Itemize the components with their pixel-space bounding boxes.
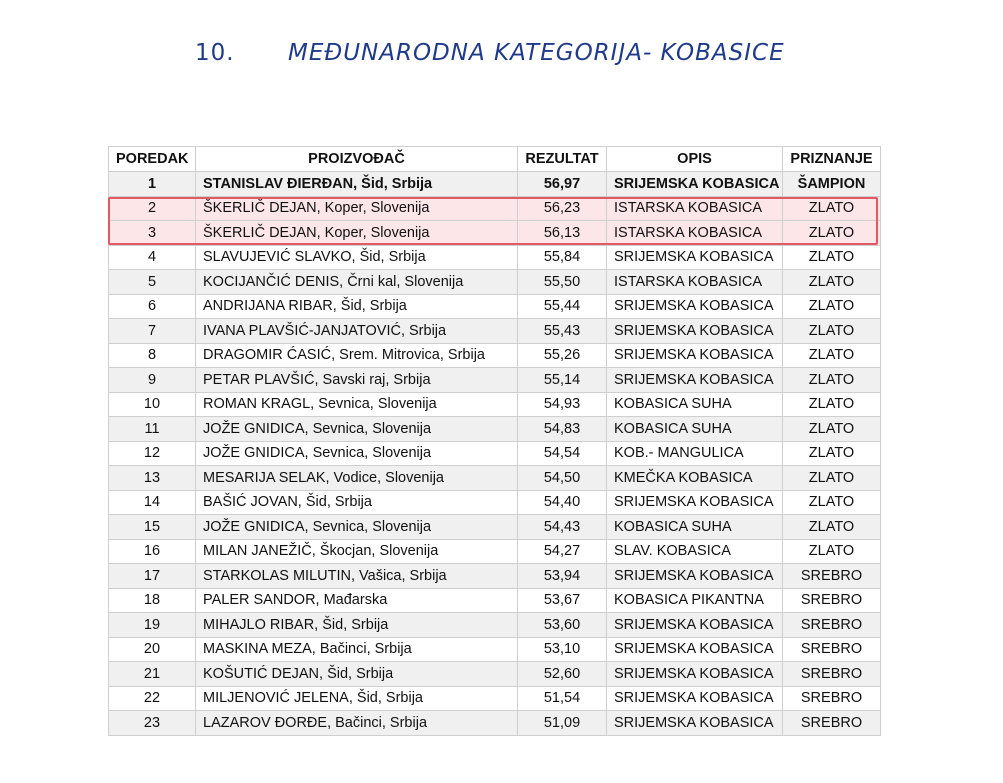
cell-score: 51,09 (518, 711, 607, 736)
cell-description: SRIJEMSKA KOBASICA (607, 613, 783, 638)
cell-producer: KOŠUTIĆ DEJAN, Šid, Srbija (196, 662, 518, 687)
table-row (109, 515, 881, 540)
cell-description: SRIJEMSKA KOBASICA (607, 686, 783, 711)
cell-score: 55,14 (518, 368, 607, 393)
cell-score: 51,54 (518, 686, 607, 711)
table-row (109, 613, 881, 638)
cell-producer: ROMAN KRAGL, Sevnica, Slovenija (196, 392, 518, 417)
table-row (109, 368, 881, 393)
table-row (109, 294, 881, 319)
table-body (109, 172, 881, 736)
cell-description: SRIJEMSKA KOBASICA (607, 490, 783, 515)
cell-description: KOB.- MANGULICA (607, 441, 783, 466)
cell-score: 54,50 (518, 466, 607, 491)
cell-producer: MASKINA MEZA, Bačinci, Srbija (196, 637, 518, 662)
cell-producer: IVANA PLAVŠIĆ-JANJATOVIĆ, Srbija (196, 319, 518, 344)
cell-score: 56,23 (518, 196, 607, 221)
cell-score: 54,43 (518, 515, 607, 540)
cell-award: SREBRO (783, 564, 881, 589)
cell-rank: 15 (109, 515, 196, 540)
section-number: 10. (195, 40, 235, 66)
table-row (109, 417, 881, 442)
cell-award: ZLATO (783, 515, 881, 540)
cell-rank: 19 (109, 613, 196, 638)
cell-rank: 13 (109, 466, 196, 491)
cell-rank: 20 (109, 637, 196, 662)
cell-award: ZLATO (783, 392, 881, 417)
cell-rank: 8 (109, 343, 196, 368)
cell-rank: 3 (109, 221, 196, 246)
cell-rank: 1 (109, 172, 196, 197)
cell-rank: 17 (109, 564, 196, 589)
table-row (109, 172, 881, 197)
table-row (109, 343, 881, 368)
cell-description: SRIJEMSKA KOBASICA (607, 319, 783, 344)
table-row (109, 441, 881, 466)
cell-producer: MILAN JANEŽIČ, Škocjan, Slovenija (196, 539, 518, 564)
cell-producer: DRAGOMIR ĆASIĆ, Srem. Mitrovica, Srbija (196, 343, 518, 368)
cell-producer: MIHAJLO RIBAR, Šid, Srbija (196, 613, 518, 638)
cell-rank: 11 (109, 417, 196, 442)
cell-award: ZLATO (783, 245, 881, 270)
cell-producer: PETAR PLAVŠIĆ, Savski raj, Srbija (196, 368, 518, 393)
cell-award: ZLATO (783, 270, 881, 295)
cell-score: 56,97 (518, 172, 607, 197)
cell-producer: BAŠIĆ JOVAN, Šid, Srbija (196, 490, 518, 515)
table-row (109, 637, 881, 662)
cell-description: SLAV. KOBASICA (607, 539, 783, 564)
cell-award: ZLATO (783, 441, 881, 466)
cell-description: SRIJEMSKA KOBASICA (607, 637, 783, 662)
cell-description: SRIJEMSKA KOBASICA (607, 245, 783, 270)
table-row (109, 466, 881, 491)
column-header-rank: POREDAK (109, 147, 196, 172)
cell-rank: 9 (109, 368, 196, 393)
document-title (0, 34, 1003, 74)
column-header-producer: PROIZVOĐAČ (196, 147, 518, 172)
cell-description: SRIJEMSKA KOBASICA (607, 368, 783, 393)
cell-description: ISTARSKA KOBASICA (607, 221, 783, 246)
cell-score: 54,93 (518, 392, 607, 417)
cell-producer: MILJENOVIĆ JELENA, Šid, Srbija (196, 686, 518, 711)
cell-score: 54,83 (518, 417, 607, 442)
cell-description: SRIJEMSKA KOBASICA (607, 564, 783, 589)
table-row (109, 196, 881, 221)
cell-award: SREBRO (783, 711, 881, 736)
cell-description: KOBASICA PIKANTNA (607, 588, 783, 613)
table-row (109, 490, 881, 515)
cell-award: SREBRO (783, 613, 881, 638)
cell-rank: 16 (109, 539, 196, 564)
cell-description: SRIJEMSKA KOBASICA (607, 711, 783, 736)
cell-producer: JOŽE GNIDICA, Sevnica, Slovenija (196, 441, 518, 466)
cell-producer: STANISLAV ĐIERĐAN, Šid, Srbija (196, 172, 518, 197)
cell-description: KMEČKA KOBASICA (607, 466, 783, 491)
cell-rank: 22 (109, 686, 196, 711)
cell-producer: ŠKERLIČ DEJAN, Koper, Slovenija (196, 196, 518, 221)
cell-award: ZLATO (783, 417, 881, 442)
cell-producer: JOŽE GNIDICA, Sevnica, Slovenija (196, 417, 518, 442)
cell-award: SREBRO (783, 686, 881, 711)
cell-producer: ANDRIJANA RIBAR, Šid, Srbija (196, 294, 518, 319)
cell-producer: MESARIJA SELAK, Vodice, Slovenija (196, 466, 518, 491)
cell-rank: 12 (109, 441, 196, 466)
table-row (109, 270, 881, 295)
cell-score: 53,67 (518, 588, 607, 613)
table-row (109, 662, 881, 687)
cell-rank: 10 (109, 392, 196, 417)
cell-score: 55,26 (518, 343, 607, 368)
cell-rank: 4 (109, 245, 196, 270)
table-header-row (109, 147, 881, 172)
cell-score: 54,40 (518, 490, 607, 515)
column-header-award: PRIZNANJE (783, 147, 881, 172)
cell-score: 55,43 (518, 319, 607, 344)
cell-award: ZLATO (783, 490, 881, 515)
cell-award: SREBRO (783, 662, 881, 687)
cell-score: 56,13 (518, 221, 607, 246)
results-table (108, 146, 881, 736)
table-row (109, 588, 881, 613)
cell-producer: LAZAROV ĐORĐE, Bačinci, Srbija (196, 711, 518, 736)
table-row (109, 539, 881, 564)
cell-rank: 5 (109, 270, 196, 295)
cell-description: SRIJEMSKA KOBASICA (607, 662, 783, 687)
cell-score: 52,60 (518, 662, 607, 687)
cell-award: SREBRO (783, 588, 881, 613)
cell-rank: 21 (109, 662, 196, 687)
cell-producer: SLAVUJEVIĆ SLAVKO, Šid, Srbija (196, 245, 518, 270)
cell-score: 54,54 (518, 441, 607, 466)
cell-description: KOBASICA SUHA (607, 392, 783, 417)
cell-rank: 14 (109, 490, 196, 515)
cell-rank: 2 (109, 196, 196, 221)
table-row (109, 564, 881, 589)
cell-score: 55,50 (518, 270, 607, 295)
cell-award: SREBRO (783, 637, 881, 662)
cell-award: ZLATO (783, 368, 881, 393)
cell-award: ŠAMPION (783, 172, 881, 197)
cell-description: SRIJEMSKA KOBASICA (607, 294, 783, 319)
cell-award: ZLATO (783, 539, 881, 564)
cell-description: ISTARSKA KOBASICA (607, 196, 783, 221)
cell-description: SRIJEMSKA KOBASICA (607, 343, 783, 368)
cell-rank: 23 (109, 711, 196, 736)
table-row (109, 221, 881, 246)
cell-producer: ŠKERLIČ DEJAN, Koper, Slovenija (196, 221, 518, 246)
cell-score: 54,27 (518, 539, 607, 564)
column-header-score: REZULTAT (518, 147, 607, 172)
cell-producer: PALER SANDOR, Mađarska (196, 588, 518, 613)
category-title: MEĐUNARODNA KATEGORIJA- KOBASICE (288, 40, 785, 66)
cell-rank: 6 (109, 294, 196, 319)
cell-description: ISTARSKA KOBASICA (607, 270, 783, 295)
table-row (109, 711, 881, 736)
cell-producer: JOŽE GNIDICA, Sevnica, Slovenija (196, 515, 518, 540)
cell-award: ZLATO (783, 221, 881, 246)
table-row (109, 392, 881, 417)
table-row (109, 686, 881, 711)
cell-score: 55,44 (518, 294, 607, 319)
cell-score: 55,84 (518, 245, 607, 270)
cell-score: 53,94 (518, 564, 607, 589)
cell-producer: STARKOLAS MILUTIN, Vašica, Srbija (196, 564, 518, 589)
cell-rank: 18 (109, 588, 196, 613)
cell-description: KOBASICA SUHA (607, 417, 783, 442)
table-row (109, 319, 881, 344)
cell-award: ZLATO (783, 466, 881, 491)
cell-rank: 7 (109, 319, 196, 344)
cell-award: ZLATO (783, 343, 881, 368)
cell-score: 53,10 (518, 637, 607, 662)
column-header-description: OPIS (607, 147, 783, 172)
cell-score: 53,60 (518, 613, 607, 638)
table-row (109, 245, 881, 270)
cell-description: SRIJEMSKA KOBASICA (607, 172, 783, 197)
cell-award: ZLATO (783, 196, 881, 221)
cell-award: ZLATO (783, 319, 881, 344)
cell-producer: KOCIJANČIĆ DENIS, Črni kal, Slovenija (196, 270, 518, 295)
cell-award: ZLATO (783, 294, 881, 319)
cell-description: KOBASICA SUHA (607, 515, 783, 540)
